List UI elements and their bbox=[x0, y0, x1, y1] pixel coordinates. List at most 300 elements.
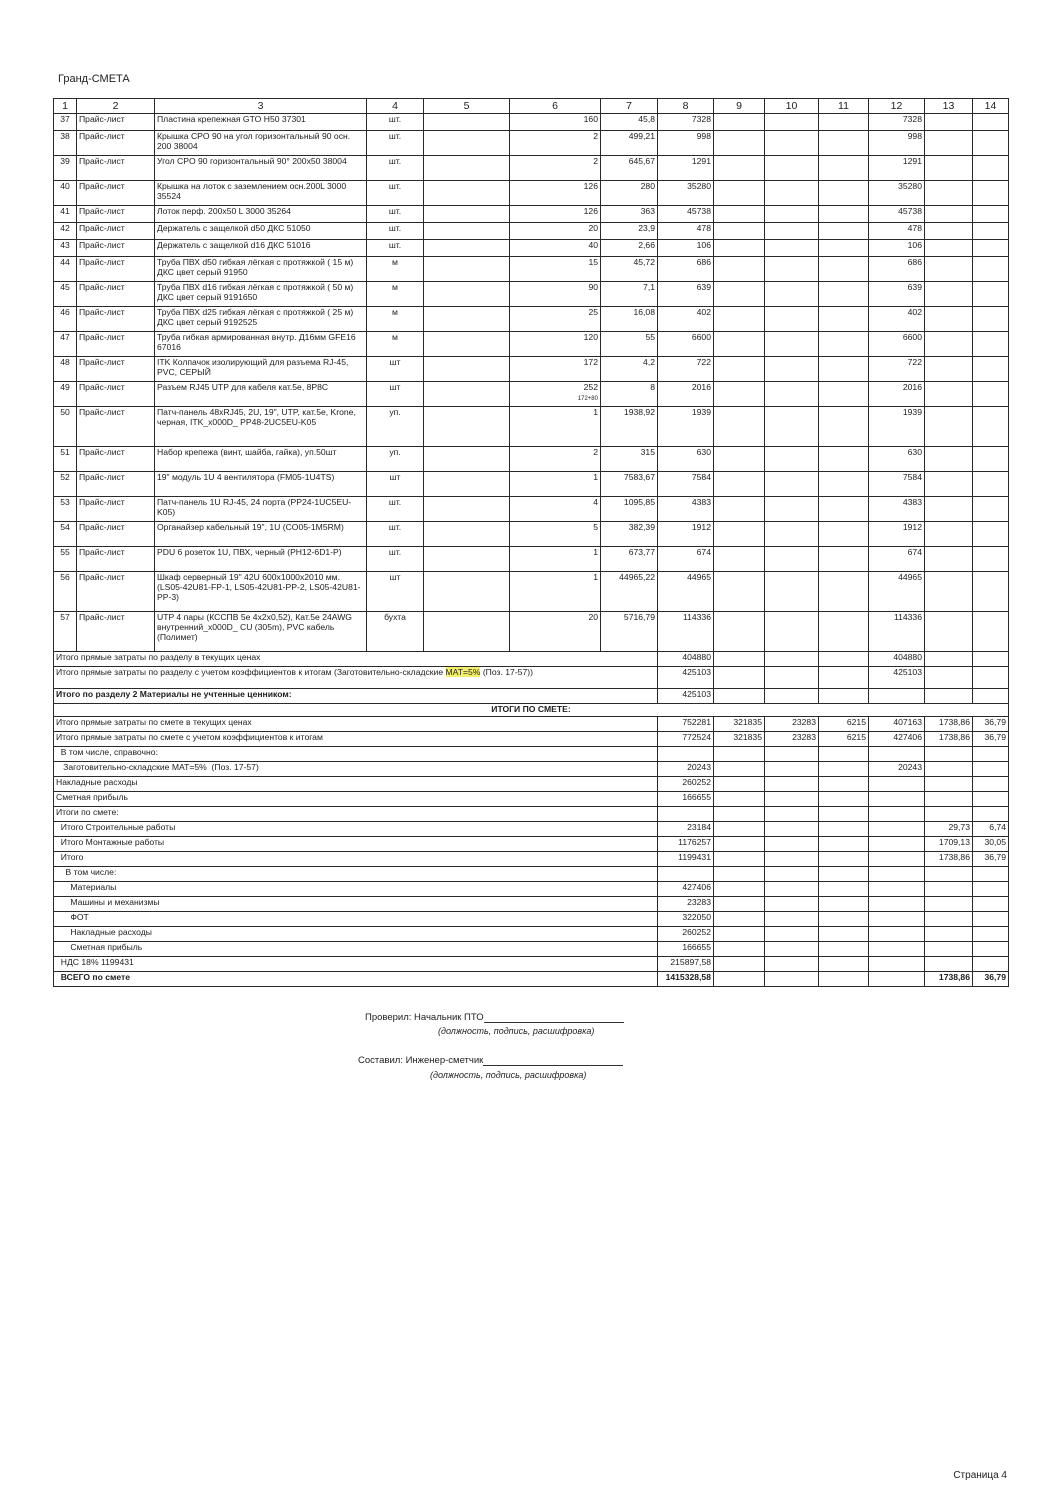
empty-cell bbox=[973, 240, 1009, 257]
totals-c14: 30,05 bbox=[973, 836, 1009, 851]
item-source: Прайс-лист bbox=[77, 223, 155, 240]
item-unit-price: 23,9 bbox=[601, 223, 658, 240]
totals-row bbox=[54, 791, 1009, 806]
column-header: 9 bbox=[714, 99, 765, 114]
empty-cell bbox=[925, 612, 973, 652]
empty-cell bbox=[765, 131, 819, 156]
item-total: 630 bbox=[658, 447, 714, 472]
item-unit-price: 4,2 bbox=[601, 357, 658, 382]
item-source: Прайс-лист bbox=[77, 447, 155, 472]
empty-cell bbox=[714, 407, 765, 447]
empty-cell bbox=[424, 332, 510, 357]
item-unit: бухта bbox=[367, 612, 424, 652]
item-source: Прайс-лист bbox=[77, 240, 155, 257]
totals-c9 bbox=[714, 761, 765, 776]
table-row bbox=[54, 447, 1009, 472]
totals-c8 bbox=[658, 866, 714, 881]
item-number: 48 bbox=[54, 357, 77, 382]
item-quantity bbox=[510, 257, 601, 282]
table-row bbox=[54, 332, 1009, 357]
item-name: Пластина крепежная GTO H50 37301 bbox=[155, 114, 367, 131]
totals-c13: 1709,13 bbox=[925, 836, 973, 851]
empty-cell bbox=[714, 689, 765, 704]
totals-row bbox=[54, 836, 1009, 851]
totals-label: ФОТ bbox=[54, 911, 658, 926]
totals-c9 bbox=[714, 836, 765, 851]
empty-cell bbox=[765, 667, 819, 689]
empty-cell bbox=[925, 223, 973, 240]
item-source: Прайс-лист bbox=[77, 407, 155, 447]
item-unit-price: 280 bbox=[601, 181, 658, 206]
item-quantity-value: 2 bbox=[593, 156, 598, 167]
item-unit: м bbox=[367, 257, 424, 282]
totals-row bbox=[54, 776, 1009, 791]
empty-cell bbox=[973, 156, 1009, 181]
totals-c9: 321835 bbox=[714, 716, 765, 731]
empty-cell bbox=[819, 357, 869, 382]
item-quantity-value: 4 bbox=[593, 497, 598, 508]
empty-cell bbox=[925, 447, 973, 472]
totals-row bbox=[54, 896, 1009, 911]
item-unit: м bbox=[367, 282, 424, 307]
item-unit: шт bbox=[367, 572, 424, 612]
item-unit-price: 45,8 bbox=[601, 114, 658, 131]
totals-c11 bbox=[819, 761, 869, 776]
item-materials: 674 bbox=[869, 547, 925, 572]
empty-cell bbox=[819, 181, 869, 206]
item-total: 1291 bbox=[658, 156, 714, 181]
section-total-label: Итого по разделу 2 Материалы не учтенные ценником: bbox=[54, 689, 658, 704]
totals-row bbox=[54, 821, 1009, 836]
totals-row bbox=[54, 971, 1009, 986]
totals-label: Итоги по смете: bbox=[54, 806, 658, 821]
item-number: 45 bbox=[54, 282, 77, 307]
totals-c11 bbox=[819, 926, 869, 941]
column-header: 3 bbox=[155, 99, 367, 114]
empty-cell bbox=[424, 497, 510, 522]
empty-cell bbox=[424, 547, 510, 572]
empty-cell bbox=[424, 223, 510, 240]
empty-cell bbox=[819, 240, 869, 257]
empty-cell bbox=[714, 332, 765, 357]
totals-row bbox=[54, 761, 1009, 776]
item-source: Прайс-лист bbox=[77, 382, 155, 407]
totals-c13 bbox=[925, 791, 973, 806]
empty-cell bbox=[819, 652, 869, 667]
item-name: Шкаф серверный 19" 42U 600х1000х2010 мм. (LS05-42U81-FP-1, LS05-42U81-PP-2, LS05-42U81-PP-3) bbox=[155, 572, 367, 612]
totals-c12 bbox=[869, 911, 925, 926]
column-header: 5 bbox=[424, 99, 510, 114]
empty-cell bbox=[765, 382, 819, 407]
item-unit: шт. bbox=[367, 131, 424, 156]
empty-cell bbox=[973, 472, 1009, 497]
totals-label: Сметная прибыль bbox=[54, 941, 658, 956]
totals-c9 bbox=[714, 776, 765, 791]
empty-cell bbox=[765, 240, 819, 257]
item-name: UTP 4 пары (КССПВ 5е 4х2х0,52), Кат.5е 24AWG внутренний_x000D_ CU (305m), PVC кабель (Полимет) bbox=[155, 612, 367, 652]
item-materials: 4383 bbox=[869, 497, 925, 522]
item-name: Крышка на лоток с заземлением осн.200L 3000 35524 bbox=[155, 181, 367, 206]
item-unit-price: 1095,85 bbox=[601, 497, 658, 522]
item-unit-price: 45,72 bbox=[601, 257, 658, 282]
empty-cell bbox=[925, 282, 973, 307]
empty-cell bbox=[714, 257, 765, 282]
empty-cell bbox=[714, 156, 765, 181]
totals-c9: 321835 bbox=[714, 731, 765, 746]
column-header: 4 bbox=[367, 99, 424, 114]
totals-c9 bbox=[714, 851, 765, 866]
empty-cell bbox=[714, 181, 765, 206]
item-source: Прайс-лист bbox=[77, 257, 155, 282]
item-unit: м bbox=[367, 307, 424, 332]
item-unit-price: 499,21 bbox=[601, 131, 658, 156]
item-materials: 2016 bbox=[869, 382, 925, 407]
totals-label: Машины и механизмы bbox=[54, 896, 658, 911]
column-header: 13 bbox=[925, 99, 973, 114]
compiled-by-label: Составил: Инженер-сметчик bbox=[358, 1055, 484, 1066]
item-unit: шт bbox=[367, 382, 424, 407]
section-total-row bbox=[54, 652, 1009, 667]
totals-c11: 6215 bbox=[819, 716, 869, 731]
item-number: 47 bbox=[54, 332, 77, 357]
totals-c14 bbox=[973, 881, 1009, 896]
totals-c9 bbox=[714, 806, 765, 821]
item-quantity bbox=[510, 181, 601, 206]
empty-cell bbox=[424, 447, 510, 472]
totals-c10: 23283 bbox=[765, 731, 819, 746]
totals-c8: 322050 bbox=[658, 911, 714, 926]
empty-cell bbox=[925, 181, 973, 206]
item-source: Прайс-лист bbox=[77, 114, 155, 131]
empty-cell bbox=[819, 407, 869, 447]
item-name: Патч-панель 48xRJ45, 2U, 19", UTP, кат.5е, Krone, черная, ITK_x000D_ PP48-2UC5EU-K05 bbox=[155, 407, 367, 447]
totals-c14: 6,74 bbox=[973, 821, 1009, 836]
totals-c14 bbox=[973, 806, 1009, 821]
item-number: 50 bbox=[54, 407, 77, 447]
totals-c8: 166655 bbox=[658, 941, 714, 956]
column-header: 8 bbox=[658, 99, 714, 114]
totals-c13 bbox=[925, 926, 973, 941]
table-row bbox=[54, 156, 1009, 181]
totals-c10 bbox=[765, 896, 819, 911]
empty-cell bbox=[819, 257, 869, 282]
totals-c12 bbox=[869, 926, 925, 941]
totals-row bbox=[54, 941, 1009, 956]
totals-c10 bbox=[765, 851, 819, 866]
item-name: PDU 6 розеток 1U, ПВХ, черный (PH12-6D1-P) bbox=[155, 547, 367, 572]
empty-cell bbox=[765, 472, 819, 497]
totals-c11 bbox=[819, 806, 869, 821]
totals-c9 bbox=[714, 941, 765, 956]
empty-cell bbox=[714, 382, 765, 407]
item-name: 19" модуль 1U 4 вентилятора (FM05-1U4TS) bbox=[155, 472, 367, 497]
section-total-value: 425103 bbox=[658, 689, 714, 704]
item-quantity-value: 90 bbox=[588, 282, 598, 293]
totals-c11: 6215 bbox=[819, 731, 869, 746]
empty-cell bbox=[819, 114, 869, 131]
empty-cell bbox=[925, 407, 973, 447]
totals-label: Итого bbox=[54, 851, 658, 866]
empty-cell bbox=[714, 131, 765, 156]
totals-c14 bbox=[973, 926, 1009, 941]
empty-cell bbox=[925, 652, 973, 667]
totals-c8: 20243 bbox=[658, 761, 714, 776]
item-unit-price: 8 bbox=[601, 382, 658, 407]
totals-c8: 772524 bbox=[658, 731, 714, 746]
empty-cell bbox=[765, 257, 819, 282]
totals-c11 bbox=[819, 821, 869, 836]
totals-c9 bbox=[714, 866, 765, 881]
totals-c10 bbox=[765, 761, 819, 776]
document-title: Гранд-СМЕТА bbox=[58, 73, 130, 85]
totals-c10 bbox=[765, 941, 819, 956]
empty-cell bbox=[765, 407, 819, 447]
empty-cell bbox=[714, 612, 765, 652]
item-number: 42 bbox=[54, 223, 77, 240]
empty-cell bbox=[819, 382, 869, 407]
totals-c12 bbox=[869, 791, 925, 806]
totals-c8: 23184 bbox=[658, 821, 714, 836]
totals-c13: 1738,86 bbox=[925, 971, 973, 986]
table-row bbox=[54, 382, 1009, 407]
empty-cell bbox=[765, 612, 819, 652]
empty-cell bbox=[973, 382, 1009, 407]
totals-row bbox=[54, 866, 1009, 881]
empty-cell bbox=[765, 652, 819, 667]
totals-c11 bbox=[819, 941, 869, 956]
empty-cell bbox=[424, 472, 510, 497]
item-quantity-value: 25 bbox=[588, 307, 598, 318]
estimate-table bbox=[53, 98, 1009, 987]
empty-cell bbox=[973, 223, 1009, 240]
empty-cell bbox=[714, 307, 765, 332]
item-total: 686 bbox=[658, 257, 714, 282]
totals-label: Накладные расходы bbox=[54, 926, 658, 941]
totals-row bbox=[54, 716, 1009, 731]
item-materials: 106 bbox=[869, 240, 925, 257]
totals-row bbox=[54, 806, 1009, 821]
item-unit: шт. bbox=[367, 547, 424, 572]
empty-cell bbox=[714, 206, 765, 223]
empty-cell bbox=[765, 114, 819, 131]
item-unit-price: 5716,79 bbox=[601, 612, 658, 652]
totals-c9 bbox=[714, 881, 765, 896]
totals-c12 bbox=[869, 746, 925, 761]
item-source: Прайс-лист bbox=[77, 357, 155, 382]
totals-c11 bbox=[819, 746, 869, 761]
empty-cell bbox=[819, 572, 869, 612]
empty-cell bbox=[925, 206, 973, 223]
item-quantity bbox=[510, 131, 601, 156]
empty-cell bbox=[765, 282, 819, 307]
totals-c10 bbox=[765, 881, 819, 896]
item-name: Труба ПВХ d50 гибкая лёгкая с протяжкой ( 15 м) ДКС цвет серый 91950 bbox=[155, 257, 367, 282]
totals-c9 bbox=[714, 896, 765, 911]
item-quantity bbox=[510, 407, 601, 447]
item-source: Прайс-лист bbox=[77, 282, 155, 307]
totals-c14 bbox=[973, 746, 1009, 761]
totals-c12 bbox=[869, 971, 925, 986]
empty-cell bbox=[973, 689, 1009, 704]
table-row bbox=[54, 357, 1009, 382]
totals-c10 bbox=[765, 911, 819, 926]
item-number: 39 bbox=[54, 156, 77, 181]
empty-cell bbox=[973, 547, 1009, 572]
item-materials: 114336 bbox=[869, 612, 925, 652]
item-unit: шт. bbox=[367, 156, 424, 181]
totals-c8: 260252 bbox=[658, 776, 714, 791]
item-quantity bbox=[510, 547, 601, 572]
item-unit: шт. bbox=[367, 240, 424, 257]
item-unit: шт. bbox=[367, 497, 424, 522]
item-quantity-value: 120 bbox=[583, 332, 598, 343]
column-header: 12 bbox=[869, 99, 925, 114]
empty-cell bbox=[925, 522, 973, 547]
column-header: 14 bbox=[973, 99, 1009, 114]
item-quantity-value: 5 bbox=[593, 522, 598, 533]
totals-c13 bbox=[925, 956, 973, 971]
item-quantity-value: 1 bbox=[593, 572, 598, 583]
totals-c12 bbox=[869, 881, 925, 896]
empty-cell bbox=[424, 181, 510, 206]
empty-cell bbox=[819, 223, 869, 240]
item-name: Набор крепежа (винт, шайба, гайка), уп.50шт bbox=[155, 447, 367, 472]
item-name: Угол CPO 90 горизонтальный 90° 200х50 38004 bbox=[155, 156, 367, 181]
coef-label: Итого прямые затраты по разделу с учетом коэффициентов к итогам (Заготовительно-складские bbox=[56, 667, 446, 678]
totals-c14 bbox=[973, 791, 1009, 806]
totals-c8: 260252 bbox=[658, 926, 714, 941]
item-name: Органайзер кабельный 19", 1U (CO05-1M5RM) bbox=[155, 522, 367, 547]
item-unit-price: 363 bbox=[601, 206, 658, 223]
totals-row bbox=[54, 746, 1009, 761]
item-number: 46 bbox=[54, 307, 77, 332]
item-unit: шт. bbox=[367, 181, 424, 206]
empty-cell bbox=[765, 181, 819, 206]
column-header-row bbox=[54, 99, 1009, 114]
totals-c14 bbox=[973, 896, 1009, 911]
item-quantity bbox=[510, 223, 601, 240]
item-quantity bbox=[510, 612, 601, 652]
empty-cell bbox=[714, 223, 765, 240]
empty-cell bbox=[765, 547, 819, 572]
totals-c11 bbox=[819, 911, 869, 926]
item-unit-price: 55 bbox=[601, 332, 658, 357]
item-quantity-value: 20 bbox=[588, 223, 598, 234]
empty-cell bbox=[819, 612, 869, 652]
totals-label: Итого Монтажные работы bbox=[54, 836, 658, 851]
totals-c14: 36,79 bbox=[973, 971, 1009, 986]
table-row bbox=[54, 497, 1009, 522]
item-source: Прайс-лист bbox=[77, 307, 155, 332]
item-quantity-value: 172 bbox=[583, 357, 598, 368]
item-quantity bbox=[510, 240, 601, 257]
empty-cell bbox=[424, 357, 510, 382]
totals-c13 bbox=[925, 776, 973, 791]
item-total: 7328 bbox=[658, 114, 714, 131]
page-number: Страница 4 bbox=[953, 1470, 1007, 1481]
item-number: 55 bbox=[54, 547, 77, 572]
empty-cell bbox=[424, 572, 510, 612]
empty-cell bbox=[973, 181, 1009, 206]
item-number: 44 bbox=[54, 257, 77, 282]
table-row bbox=[54, 114, 1009, 131]
item-source: Прайс-лист bbox=[77, 156, 155, 181]
table-row bbox=[54, 307, 1009, 332]
totals-c13 bbox=[925, 911, 973, 926]
totals-c12: 20243 bbox=[869, 761, 925, 776]
item-total: 4383 bbox=[658, 497, 714, 522]
empty-cell bbox=[424, 257, 510, 282]
empty-cell bbox=[973, 282, 1009, 307]
section-total-label: Итого прямые затраты по разделу в текущих ценах bbox=[54, 652, 658, 667]
empty-cell bbox=[819, 447, 869, 472]
totals-c12 bbox=[869, 956, 925, 971]
item-unit-price: 645,67 bbox=[601, 156, 658, 181]
totals-label: Итого Строительные работы bbox=[54, 821, 658, 836]
totals-c13 bbox=[925, 881, 973, 896]
item-materials: 686 bbox=[869, 257, 925, 282]
empty-cell bbox=[819, 131, 869, 156]
empty-cell bbox=[424, 206, 510, 223]
item-number: 40 bbox=[54, 181, 77, 206]
empty-cell bbox=[765, 156, 819, 181]
coef-label-end: (Поз. 17-57)) bbox=[480, 667, 533, 678]
totals-c10 bbox=[765, 806, 819, 821]
item-quantity-value: 2 bbox=[593, 447, 598, 458]
item-materials: 45738 bbox=[869, 206, 925, 223]
item-quantity bbox=[510, 382, 601, 407]
item-source: Прайс-лист bbox=[77, 206, 155, 223]
section-total-value: 425103 bbox=[658, 667, 714, 689]
item-quantity bbox=[510, 447, 601, 472]
totals-c12: 407163 bbox=[869, 716, 925, 731]
item-materials: 35280 bbox=[869, 181, 925, 206]
item-quantity-value: 15 bbox=[588, 257, 598, 268]
item-total: 402 bbox=[658, 307, 714, 332]
totals-c8: 23283 bbox=[658, 896, 714, 911]
item-name: Патч-панель 1U RJ-45, 24 порта (PP24-1UC5EU-K05) bbox=[155, 497, 367, 522]
item-quantity bbox=[510, 206, 601, 223]
item-total: 6600 bbox=[658, 332, 714, 357]
item-number: 56 bbox=[54, 572, 77, 612]
empty-cell bbox=[714, 547, 765, 572]
empty-cell bbox=[925, 131, 973, 156]
totals-c9 bbox=[714, 821, 765, 836]
item-quantity-value: 252 bbox=[583, 382, 598, 393]
empty-cell bbox=[819, 497, 869, 522]
empty-cell bbox=[973, 667, 1009, 689]
totals-c14: 36,79 bbox=[973, 851, 1009, 866]
empty-cell bbox=[424, 382, 510, 407]
item-materials: 639 bbox=[869, 282, 925, 307]
section-total-row bbox=[54, 689, 1009, 704]
item-number: 37 bbox=[54, 114, 77, 131]
item-source: Прайс-лист bbox=[77, 612, 155, 652]
item-unit-price: 7583,67 bbox=[601, 472, 658, 497]
table-row bbox=[54, 240, 1009, 257]
item-materials: 6600 bbox=[869, 332, 925, 357]
column-header: 1 bbox=[54, 99, 77, 114]
totals-c12: 427406 bbox=[869, 731, 925, 746]
totals-title-row bbox=[54, 704, 1009, 717]
empty-cell bbox=[714, 497, 765, 522]
table-row bbox=[54, 547, 1009, 572]
item-number: 41 bbox=[54, 206, 77, 223]
totals-c13 bbox=[925, 866, 973, 881]
item-quantity-value: 40 bbox=[588, 240, 598, 251]
section-total-value: 404880 bbox=[658, 652, 714, 667]
empty-cell bbox=[765, 689, 819, 704]
